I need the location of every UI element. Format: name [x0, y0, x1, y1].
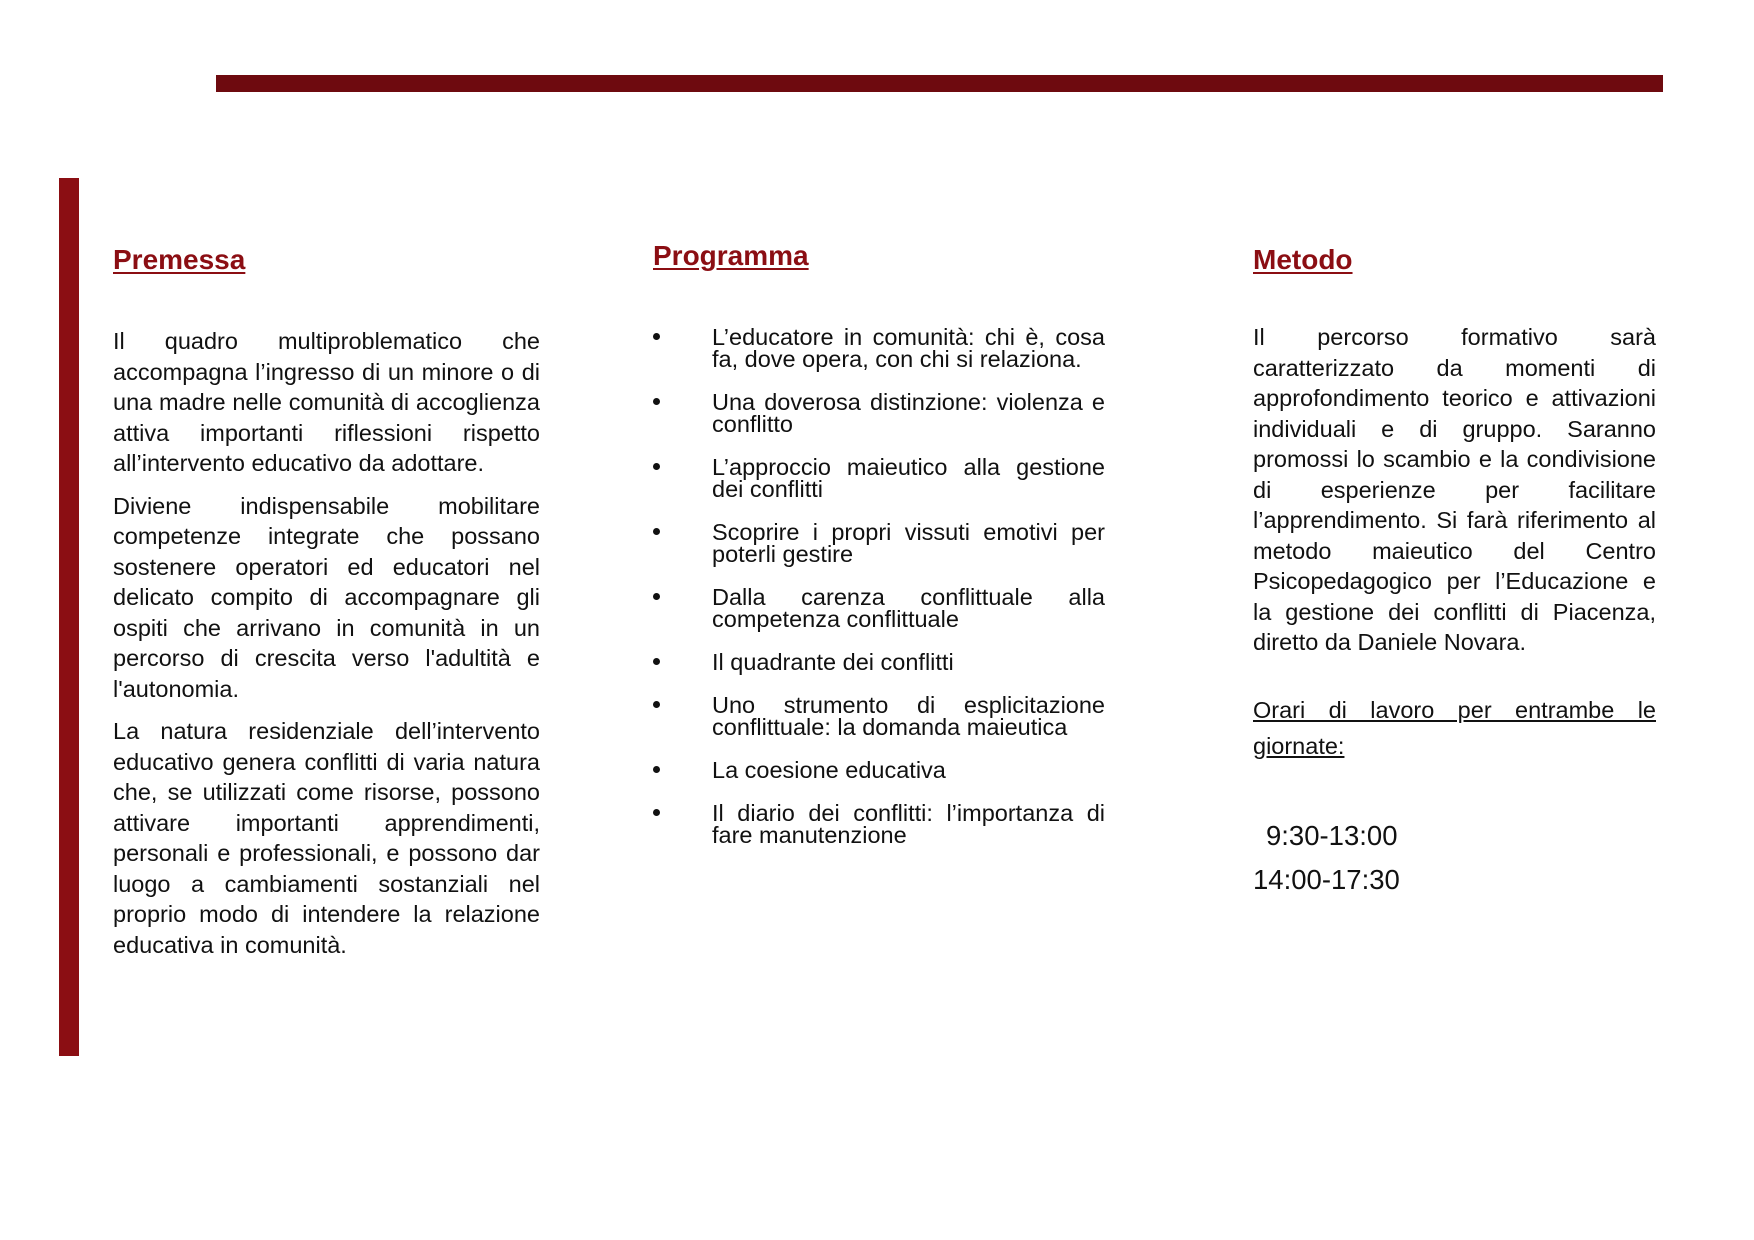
programma-list	[653, 326, 1105, 846]
list-item-text: Scoprire i propri vissuti emotivi per poterli gestire	[712, 519, 1105, 567]
metodo-column	[1253, 240, 1656, 902]
list-item	[653, 391, 1105, 435]
list-item-text: L’educatore in comunità: chi è, cosa fa, dove opera, con chi si relaziona.	[712, 324, 1105, 372]
top-decorative-bar	[216, 75, 1663, 92]
bullet-icon	[653, 333, 660, 340]
list-item	[653, 759, 1105, 781]
list-item-text: La coesione educativa	[712, 757, 946, 783]
premessa-paragraph-1: Il quadro multiproblematico che accompagna l’ingresso di un minore o di una madre nelle comunità di accoglienza attiva importanti riflessioni rispetto all’intervento educativo da adottare.	[113, 328, 540, 476]
list-item	[653, 586, 1105, 630]
list-item-text: Il quadrante dei conflitti	[712, 649, 954, 675]
bullet-icon	[653, 766, 660, 773]
list-item	[653, 456, 1105, 500]
premessa-column	[113, 240, 540, 960]
left-decorative-bar	[59, 178, 79, 1056]
list-item-text: L’approccio maieutico alla gestione dei conflitti	[712, 454, 1105, 502]
bullet-icon	[653, 809, 660, 816]
bullet-icon	[653, 701, 660, 708]
programma-heading: Programma	[653, 240, 809, 271]
bullet-icon	[653, 528, 660, 535]
metodo-paragraph: Il percorso formativo sarà caratterizzato da momenti di approfondimento teorico e attivazioni individuali e di gruppo. Saranno promossi lo scambio e la condivisione di esperienze per facilitare l’apprendimento. Si farà riferimento al metodo maieutico del Centro Psicopedagogico per l’Educazione e la gestione dei conflitti di Piacenza, diretto da Daniele Novara.	[1253, 324, 1656, 655]
premessa-paragraph-2: Diviene indispensabile mobilitare competenze integrate che possano sostenere operatori ed educatori nel delicato compito di accompagnare gli ospiti che arrivano in comunità in un percorso di crescita verso l'adultità e l'autonomia.	[113, 492, 540, 702]
premessa-paragraph-3: La natura residenziale dell’intervento educativo genera conflitti di varia natura che, se utilizzati come risorse, possono attivare importanti apprendimenti, personali e professionali, e possono dar luogo a cambiamenti sostanziali nel proprio modo di intendere la relazione educativa in comunità.	[113, 718, 540, 958]
list-item-text: Uno strumento di esplicitazione conflittuale: la domanda maieutica	[712, 692, 1105, 740]
list-item	[653, 651, 1105, 673]
list-item-text: Il diario dei conflitti: l’importanza di fare manutenzione	[712, 800, 1105, 848]
metodo-heading: Metodo	[1253, 244, 1353, 275]
list-item	[653, 521, 1105, 565]
list-item-text: Una doverosa distinzione: violenza e conflitto	[712, 389, 1105, 437]
schedule-times	[1253, 814, 1656, 902]
premessa-heading: Premessa	[113, 244, 246, 275]
list-item-text: Dalla carenza conflittuale alla competenza conflittuale	[712, 584, 1105, 632]
programma-column	[653, 236, 1105, 867]
orari-heading: Orari di lavoro per entrambe le giornate:	[1253, 696, 1656, 759]
list-item	[653, 326, 1105, 370]
list-item	[653, 802, 1105, 846]
bullet-icon	[653, 398, 660, 405]
bullet-icon	[653, 593, 660, 600]
bullet-icon	[653, 658, 660, 665]
list-item	[653, 694, 1105, 738]
time-afternoon: 14:00-17:30	[1253, 863, 1400, 895]
bullet-icon	[653, 463, 660, 470]
time-morning: 9:30-13:00	[1266, 819, 1398, 851]
